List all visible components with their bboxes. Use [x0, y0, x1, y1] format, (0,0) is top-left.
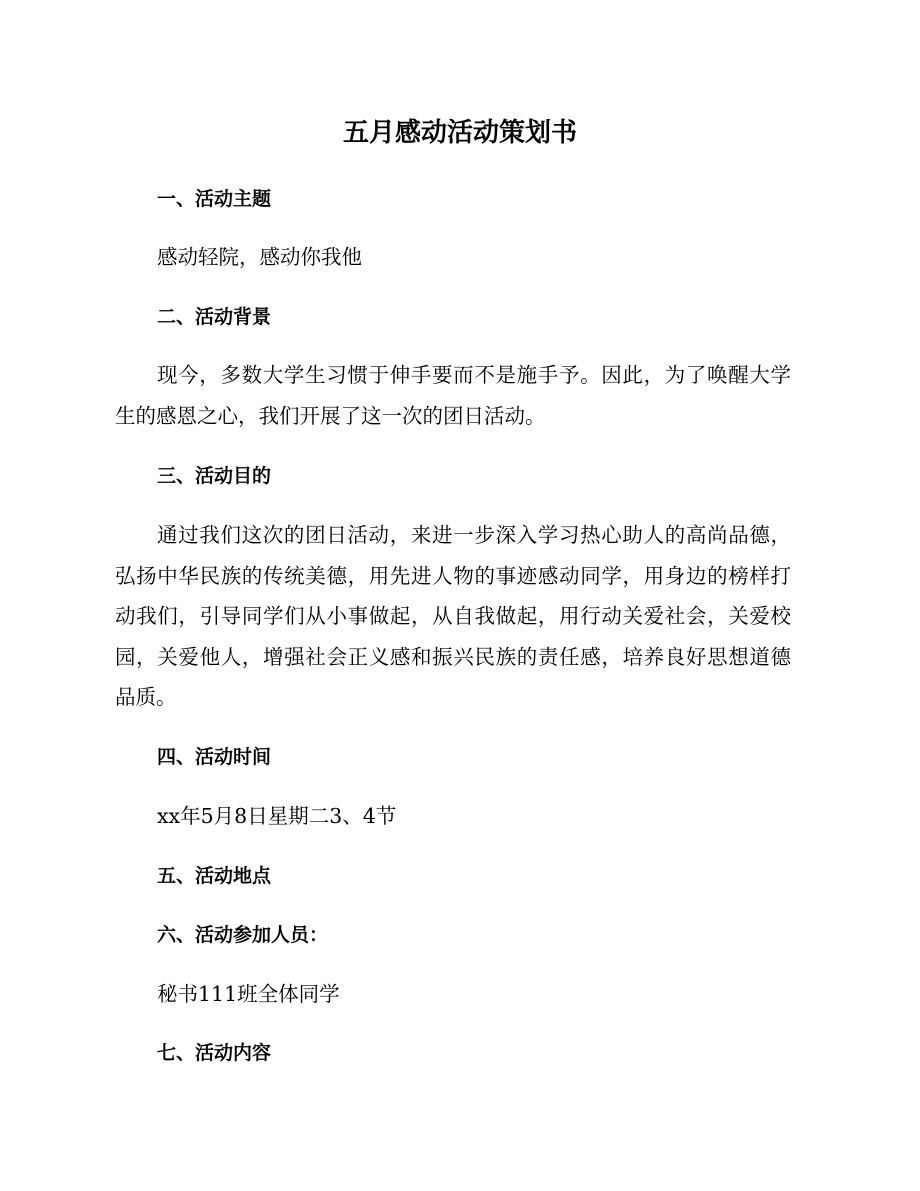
section-heading-purpose: 三、活动目的 — [157, 465, 272, 487]
section-body-background: 现今，多数大学生习惯于伸手要而不是施手予。因此，为了唤醒大学生的感恩之心，我们开展了这一次的团日活动。 — [115, 363, 791, 428]
section-heading-participants: 六、活动参加人员： — [157, 924, 329, 946]
section-heading-location: 五、活动地点 — [157, 865, 272, 887]
section-body-participants: 秘书111班全体同学 — [157, 982, 340, 1006]
section-heading-background: 二、活动背景 — [157, 306, 272, 328]
section-heading-time: 四、活动时间 — [157, 746, 272, 768]
section-heading-theme: 一、活动主题 — [157, 188, 272, 210]
document-title: 五月感动活动策划书 — [342, 118, 577, 148]
section-body-theme: 感动轻院，感动你我他 — [157, 245, 362, 269]
section-body-time: xx年5月8日星期二3、4节 — [157, 804, 397, 828]
section-heading-content: 七、活动内容 — [157, 1042, 272, 1064]
section-body-purpose: 通过我们这次的团日活动，来进一步深入学习热心助人的高尚品德，弘扬中华民族的传统美德，用先进人物的事迹感动同学，用身边的榜样打动我们，引导同学们从小事做起，从自我做起，用行动关爱社会，关爱校园，关爱他人，增强社会正义感和振兴民族的责任感，培养良好思想道德品质。 — [115, 523, 791, 709]
